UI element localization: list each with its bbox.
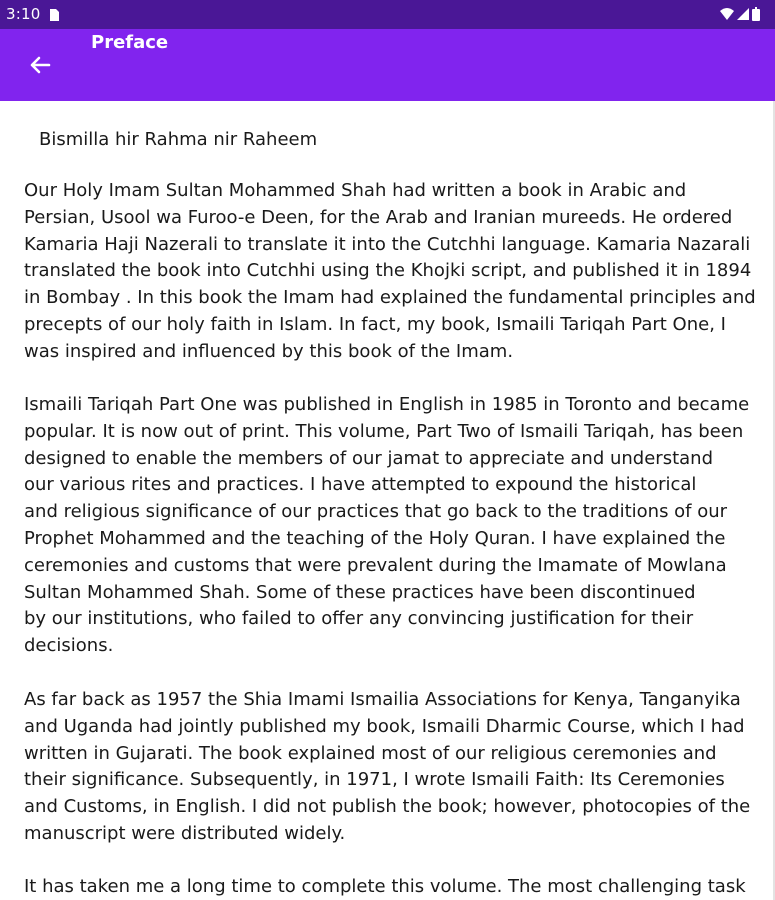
- doc-icon: [49, 7, 60, 21]
- text-line: It has taken me a long time to complete this volume. The most challenging task: [24, 876, 746, 897]
- text-line: Sultan Mohammed Shah. Some of these practices have been discontinued: [24, 581, 696, 603]
- status-bar: [0, 0, 775, 29]
- text-line: manuscript were distributed widely.: [24, 822, 346, 844]
- page-title: Preface: [91, 32, 169, 53]
- preface-content[interactable]: [0, 101, 775, 900]
- text-line: Prophet Mohammed and the teaching of the Holy Quran. I have explained the: [24, 527, 726, 549]
- text-line: Ismaili Tariqah Part One was published in English in 1985 in Toronto and became: [24, 394, 750, 415]
- text-line: Kamaria Haji Nazerali to translate it into the Cutchhi language. Kamaria Nazarali: [24, 233, 751, 255]
- signal-icon: [737, 8, 749, 20]
- text-line: Persian, Usool wa Furoo-e Deen, for the Arab and Iranian mureeds. He ordered: [24, 206, 733, 228]
- text-line: precepts of our holy faith in Islam. In fact, my book, Ismaili Tariqah Part One, I: [24, 313, 726, 335]
- battery-icon: [752, 7, 760, 21]
- text-line: our various rites and practices. I have attempted to expound the historical: [24, 474, 697, 496]
- app-bar: [0, 29, 775, 101]
- status-icons: [719, 6, 767, 22]
- arrow-back-icon: [24, 49, 56, 81]
- basmala-heading: Bismilla hir Rahma nir Raheem: [39, 129, 318, 150]
- text-line: decisions.: [24, 635, 114, 657]
- text-line: popular. It is now out of print. This volume, Part Two of Ismaili Tariqah, has been: [24, 420, 744, 442]
- text-line: by our institutions, who failed to offer any convincing justification for their: [24, 608, 694, 630]
- paragraph-3: [24, 687, 769, 848]
- text-line: ceremonies and customs that were prevalent during the Imamate of Mowlana: [24, 554, 727, 576]
- text-line: As far back as 1957 the Shia Imami Ismailia Associations for Kenya, Tanganyika: [24, 689, 741, 710]
- text-line: their significance. Subsequently, in 1971, I wrote Ismaili Faith: Its Ceremonies: [24, 769, 725, 791]
- paragraph-1: [24, 178, 769, 366]
- paragraph-2: [24, 392, 769, 660]
- text-line: in Bombay . In this book the Imam had explained the fundamental principles and: [24, 287, 756, 309]
- text-line: and Uganda had jointly published my book, Ismaili Dharmic Course, which I had: [24, 715, 745, 737]
- text-line: designed to enable the members of our jamat to appreciate and understand: [24, 447, 713, 469]
- text-line: and Customs, in English. I did not publish the book; however, photocopies of the: [24, 796, 751, 818]
- wifi-icon: [720, 8, 734, 20]
- back-button[interactable]: [24, 49, 56, 81]
- text-line: written in Gujarati. The book explained most of our religious ceremonies and: [24, 742, 717, 764]
- paragraph-4: [24, 874, 769, 900]
- status-time: 3:10: [6, 5, 41, 23]
- text-line: and religious significance of our practices that go back to the traditions of our: [24, 501, 728, 523]
- text-line: translated the book into Cutchhi using the Khojki script, and published it in 1894: [24, 260, 752, 282]
- text-line: was inspired and influenced by this book of the Imam.: [24, 340, 514, 362]
- text-line: Our Holy Imam Sultan Mohammed Shah had written a book in Arabic and: [24, 180, 687, 201]
